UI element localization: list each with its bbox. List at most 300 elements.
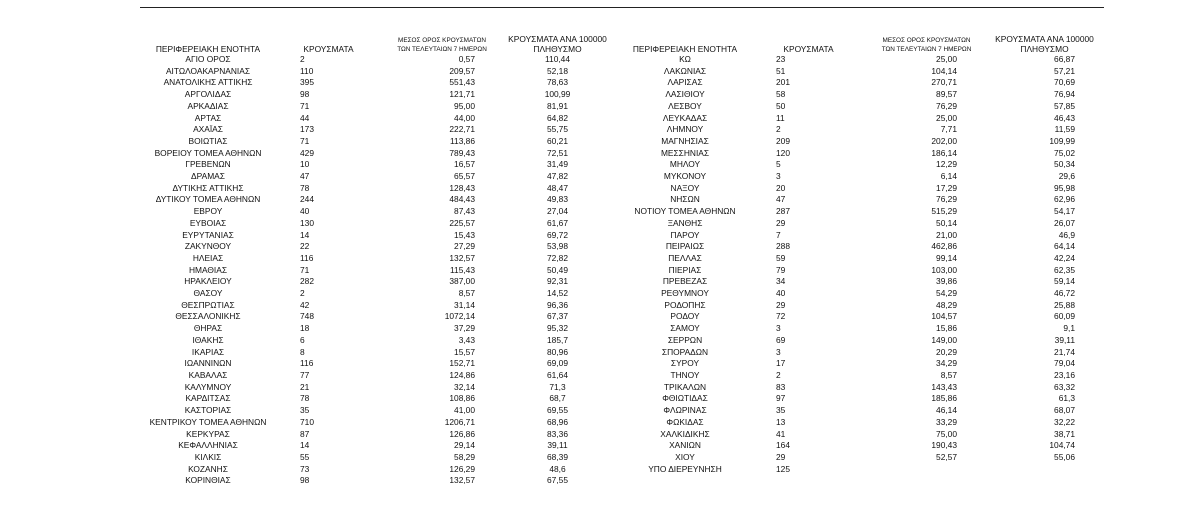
region-name: ΠΙΕΡΙΑΣ [668,264,702,275]
cases-count: 71 [300,135,310,146]
per-100000: 60,21 [547,135,568,146]
cases-count: 748 [300,311,314,322]
region-name: ΠΡΕΒΕΖΑΣ [662,276,708,287]
cases-count: 10 [300,159,310,170]
avg-7-days: 15,86 [936,323,957,334]
header-avg-line2: ΤΩΝ ΤΕΛΕΥΤΑΙΩΝ 7 ΗΜΕΡΩΝ [397,46,487,53]
region-name: ΜΥΚΟΝΟΥ [663,171,707,182]
cases-count: 2 [300,288,305,299]
avg-7-days: 121,71 [449,89,475,100]
per-100000: 46,43 [1054,112,1075,123]
per-100000: 62,96 [1054,194,1075,205]
region-name: ΚΟΡΙΝΘΙΑΣ [185,475,231,486]
per-100000: 95,32 [547,323,568,334]
per-100000: 38,71 [1054,428,1075,439]
avg-7-days: 31,14 [454,299,475,310]
header-region: ΠΕΡΙΦΕΡΕΙΑΚΗ ΕΝΟΤΗΤΑ [632,44,738,54]
cases-count: 83 [776,381,786,392]
table-row [140,358,612,370]
cases-count: 78 [300,182,310,193]
table-row [140,429,612,441]
avg-7-days: 89,57 [936,89,957,100]
table-row [618,206,1101,218]
table-row [140,335,612,347]
region-name: ΖΑΚΥΝΘΟΥ [184,241,232,252]
per-100000: 100,99 [544,89,571,100]
region-name: ΓΡΕΒΕΝΩΝ [185,159,231,170]
avg-7-days: 551,43 [449,77,475,88]
cases-count: 29 [776,451,786,462]
table-row [140,382,612,394]
table-row [618,253,1101,265]
avg-7-days: 143,43 [931,381,957,392]
table-row [618,358,1101,370]
cases-count: 34 [776,276,786,287]
region-name: ΔΥΤΙΚΟΥ ΤΟΜΕΑ ΑΘΗΝΩΝ [155,194,261,205]
avg-7-days: 99,14 [936,252,957,263]
avg-7-days: 15,57 [454,346,475,357]
per-100000: 64,14 [1054,241,1075,252]
per-100000: 29,6 [1058,171,1075,182]
table-row [140,241,612,253]
header-avg-7-days [865,28,988,54]
region-name: ΑΡΤΑΣ [194,112,222,123]
per-100000: 60,09 [1054,311,1075,322]
region-name: ΑΡΓΟΛΙΔΑΣ [184,89,232,100]
avg-7-days: 33,29 [936,416,957,427]
avg-7-days: 7,71 [940,124,957,135]
table-row [618,159,1101,171]
region-name: ΙΘΑΚΗΣ [192,334,224,345]
cases-count: 21 [300,381,310,392]
table-row [618,101,1101,113]
per-100000: 59,14 [1054,276,1075,287]
header-avg-7-days [381,28,503,54]
per-100000: 72,51 [547,147,568,158]
avg-7-days: 32,14 [454,381,475,392]
per-100000: 95,98 [1054,182,1075,193]
per-100000: 57,85 [1054,100,1075,111]
cases-count: 40 [300,206,310,217]
avg-7-days: 58,29 [454,451,475,462]
region-name: ΜΑΓΝΗΣΙΑΣ [661,135,709,146]
cases-count: 22 [300,241,310,252]
per-100000: 26,07 [1054,217,1075,228]
cases-count: 72 [776,311,786,322]
avg-7-days: 149,00 [931,334,957,345]
avg-7-days: 104,14 [931,65,957,76]
cases-count: 71 [300,100,310,111]
avg-7-days: 387,00 [449,276,475,287]
table-row [618,429,1101,441]
table-row [618,124,1101,136]
region-name: ΗΡΑΚΛΕΙΟΥ [184,276,232,287]
per-100000: 71,3 [549,381,566,392]
table-row [140,440,612,452]
avg-7-days: 126,86 [449,428,475,439]
table-row [618,300,1101,312]
cases-count: 35 [776,405,786,416]
per-100000: 21,74 [1054,346,1075,357]
per-100000: 61,67 [547,217,568,228]
table-row [140,323,612,335]
avg-7-days: 1072,14 [444,311,475,322]
per-100000: 109,99 [1049,135,1075,146]
cases-count: 3 [776,323,781,334]
region-name: ΦΘΙΩΤΙΔΑΣ [662,393,708,404]
header-cases: ΚΡΟΥΣΜΑΤΑ [303,44,354,54]
region-name: ΑΧΑΪΑΣ [193,124,223,135]
per-100000: 11,59 [1054,124,1075,135]
avg-7-days: 87,43 [454,206,475,217]
region-name: ΛΑΚΩΝΙΑΣ [663,65,707,76]
avg-7-days: 126,29 [449,463,475,474]
cases-count: 116 [300,358,314,369]
region-name: ΧΑΛΚΙΔΙΚΗΣ [660,428,710,439]
header-avg-line1: ΜΕΣΟΣ ΟΡΟΣ ΚΡΟΥΣΜΑΤΩΝ [882,37,971,44]
cases-count: 69 [776,334,786,345]
per-100000: 63,32 [1054,381,1075,392]
per-100000: 69,72 [547,229,568,240]
region-name: ΗΛΕΙΑΣ [192,252,224,263]
avg-7-days: 75,00 [936,428,957,439]
table-row [618,405,1101,417]
per-100000: 79,04 [1054,358,1075,369]
per-100000: 50,34 [1054,159,1075,170]
per-100000: 23,16 [1054,369,1075,380]
region-name: ΘΗΡΑΣ [193,323,223,334]
table-row [618,417,1101,429]
cases-count: 79 [776,264,786,275]
avg-7-days: 270,71 [931,77,957,88]
cases-count: 6 [300,334,305,345]
left-table-header [140,28,612,54]
avg-7-days: 103,00 [931,264,957,275]
per-100000: 96,36 [547,299,568,310]
region-name: ΛΑΡΙΣΑΣ [667,77,703,88]
cases-count: 98 [300,475,310,486]
per-100000: 78,63 [547,77,568,88]
table-row [140,475,612,487]
header-region: ΠΕΡΙΦΕΡΕΙΑΚΗ ΕΝΟΤΗΤΑ [155,44,261,54]
avg-7-days: 124,86 [449,369,475,380]
per-100000: 52,18 [547,65,568,76]
table-row [140,370,612,382]
avg-7-days: 8,57 [940,369,957,380]
cases-count: 7 [776,229,781,240]
right-table-header [618,28,1101,54]
avg-7-days: 76,29 [936,194,957,205]
header-cases: ΚΡΟΥΣΜΑΤΑ [783,44,834,54]
cases-count: 55 [300,451,310,462]
cases-count: 287 [776,206,790,217]
table-row [618,464,1101,476]
per-100000: 9,1 [1063,323,1075,334]
per-100000: 46,72 [1054,288,1075,299]
avg-7-days: 128,43 [449,182,475,193]
table-row [140,253,612,265]
cases-count: 87 [300,428,310,439]
table-row [140,124,612,136]
table-row [618,171,1101,183]
cases-count: 97 [776,393,786,404]
cases-count: 2 [776,124,781,135]
region-name: ΑΡΚΑΔΙΑΣ [187,100,229,111]
table-row [140,417,612,429]
table-row [140,194,612,206]
table-row [618,148,1101,160]
per-100000: 61,64 [547,369,568,380]
header-per-100000 [988,28,1101,54]
per-100000: 48,6 [549,463,566,474]
region-name: ΕΥΡΥΤΑΝΙΑΣ [182,229,234,240]
region-name: ΚΑΣΤΟΡΙΑΣ [184,405,232,416]
avg-7-days: 152,71 [449,358,475,369]
per-100000: 42,24 [1054,252,1075,263]
per-100000: 47,82 [547,171,568,182]
cases-count: 50 [776,100,786,111]
region-name: ΗΜΑΘΙΑΣ [188,264,228,275]
per-100000: 55,75 [547,124,568,135]
cases-count: 120 [776,147,790,158]
table-row [140,347,612,359]
region-name: ΙΚΑΡΙΑΣ [191,346,225,357]
cases-count: 14 [300,440,310,451]
avg-7-days: 222,71 [449,124,475,135]
per-100000: 72,82 [547,252,568,263]
table-row [618,347,1101,359]
avg-7-days: 44,00 [454,112,475,123]
avg-7-days: 108,86 [449,393,475,404]
per-100000: 110,44 [545,54,570,64]
per-100000: 46,9 [1058,229,1075,240]
avg-7-days: 484,43 [449,194,475,205]
per-100000: 69,09 [547,358,568,369]
cases-count: 5 [776,159,781,170]
region-name: ΠΕΙΡΑΙΩΣ [665,241,705,252]
region-name: ΑΓΙΟ ΟΡΟΣ [185,54,231,64]
cases-count: 47 [300,171,310,182]
region-name: ΣΑΜΟΥ [670,323,700,334]
avg-7-days: 113,86 [450,135,475,146]
region-name: ΚΟΖΑΝΗΣ [188,463,228,474]
avg-7-days: 515,29 [931,206,957,217]
region-name: ΚΑΒΑΛΑΣ [188,369,228,380]
per-100000: 80,96 [547,346,568,357]
table-row [618,452,1101,464]
cases-count: 116 [300,252,314,263]
region-name: ΘΕΣΠΡΩΤΙΑΣ [181,299,235,310]
table-row [140,452,612,464]
cases-count: 77 [300,369,310,380]
region-name: ΥΠΟ ΔΙΕΡΕΥΝΗΣΗ [648,463,722,474]
table-row [140,113,612,125]
per-100000: 67,55 [547,475,568,486]
cases-count: 71 [300,264,310,275]
table-row [140,171,612,183]
per-100000: 55,06 [1054,451,1075,462]
table-row [618,323,1101,335]
avg-7-days: 25,00 [936,112,957,123]
avg-7-days: 186,14 [931,147,957,158]
cases-count: 58 [776,89,786,100]
cases-count: 209 [776,135,790,146]
cases-count: 18 [300,323,310,334]
region-name: ΙΩΑΝΝΙΝΩΝ [184,358,232,369]
cases-count: 13 [776,416,786,427]
avg-7-days [865,464,988,476]
region-name: ΣΕΡΡΩΝ [667,334,703,345]
per-100000: 70,69 [1054,77,1075,88]
per-100000: 39,11 [547,440,568,451]
region-name: ΤΗΝΟΥ [670,369,700,380]
cases-count: 244 [300,194,314,205]
avg-7-days: 209,57 [449,65,475,76]
cases-count: 3 [776,346,781,357]
avg-7-days: 34,29 [936,358,957,369]
avg-7-days: 48,29 [936,299,957,310]
region-name: ΔΡΑΜΑΣ [191,171,225,182]
table-row [618,393,1101,405]
table-row [140,148,612,160]
table-row [618,183,1101,195]
avg-7-days: 76,29 [936,100,957,111]
region-name: ΚΙΛΚΙΣ [194,451,222,462]
region-name: ΛΕΣΒΟΥ [668,100,702,111]
avg-7-days: 3,43 [458,334,475,345]
table-row [140,218,612,230]
cases-count: 20 [776,182,786,193]
region-name: ΚΕΦΑΛΛΗΝΙΑΣ [178,440,238,451]
table-row [140,300,612,312]
table-row [618,265,1101,277]
left-cases-table [140,28,612,487]
cases-count: 29 [776,217,786,228]
table-row [140,54,612,66]
cases-count: 125 [776,463,790,474]
region-name: ΑΙΤΩΛΟΑΚΑΡΝΑΝΙΑΣ [165,65,251,76]
table-row [140,101,612,113]
table-row [140,288,612,300]
avg-7-days: 0,57 [458,54,475,64]
per-100000: 68,96 [547,416,568,427]
table-row [140,183,612,195]
region-name: ΡΟΔΟΥ [670,311,700,322]
per-100000: 81,91 [547,100,568,111]
avg-7-days: 104,57 [931,311,957,322]
table-row [618,370,1101,382]
avg-7-days: 50,14 [936,217,957,228]
region-name: ΝΑΞΟΥ [670,182,700,193]
cases-count: 429 [300,147,314,158]
table-row [140,464,612,476]
avg-7-days: 20,29 [936,346,957,357]
cases-count: 395 [300,77,314,88]
table-row [618,241,1101,253]
region-name: ΜΕΣΣΗΝΙΑΣ [660,147,710,158]
region-name: ΕΥΒΟΙΑΣ [189,217,227,228]
region-name: ΚΕΡΚΥΡΑΣ [186,428,230,439]
avg-7-days: 202,00 [931,135,957,146]
table-row [140,66,612,78]
cases-count: 710 [300,416,314,427]
per-100000: 64,82 [547,112,568,123]
per-100000: 83,36 [547,428,568,439]
region-name: ΠΕΛΛΑΣ [668,252,702,263]
avg-7-days: 95,00 [454,100,475,111]
per-100000: 49,83 [547,194,568,205]
table-row [618,311,1101,323]
right-cases-table [618,28,1101,475]
table-row [618,113,1101,125]
table-row [618,288,1101,300]
avg-7-days: 37,29 [454,323,475,334]
top-rule [140,7,1104,8]
region-name: ΝΗΣΩΝ [670,194,700,205]
per-100000: 67,37 [547,311,568,322]
per-100000: 104,74 [1049,440,1075,451]
table-row [140,77,612,89]
avg-7-days: 789,43 [449,147,475,158]
avg-7-days: 65,57 [454,171,475,182]
per-100000: 14,52 [547,288,568,299]
cases-count: 2 [300,54,305,64]
per-100000: 68,39 [547,451,568,462]
avg-7-days: 190,43 [931,440,957,451]
cases-count: 288 [776,241,790,252]
cases-count: 59 [776,252,786,263]
region-name: ΞΑΝΘΗΣ [667,217,703,228]
cases-count: 47 [776,194,786,205]
region-name: ΛΕΥΚΑΔΑΣ [662,112,708,123]
cases-count: 164 [776,440,790,451]
region-name: ΧΙΟΥ [675,451,695,462]
right-table-body [618,54,1101,475]
region-name: ΘΑΣΟΥ [193,288,223,299]
region-name: ΒΟΙΩΤΙΑΣ [188,135,228,146]
cases-count: 42 [300,299,310,310]
cases-count: 51 [776,65,786,76]
table-row [618,77,1101,89]
table-row [140,405,612,417]
avg-7-days: 39,86 [936,276,957,287]
region-name: ΚΑΛΥΜΝΟΥ [184,381,232,392]
per-100000: 185,7 [547,334,568,345]
region-name: ΡΕΘΥΜΝΟΥ [661,288,709,299]
avg-7-days: 52,57 [936,451,957,462]
per-100000: 57,21 [1054,65,1075,76]
per-100000: 53,98 [547,241,568,252]
avg-7-days: 462,86 [931,241,957,252]
cases-count: 35 [300,405,310,416]
header-per-line2: ΠΛΗΘΥΣΜΟ [533,44,582,54]
avg-7-days: 25,00 [936,54,957,64]
table-row [140,206,612,218]
avg-7-days: 16,57 [454,159,475,170]
header-per-100000 [503,28,612,54]
region-name: ΦΩΚΙΔΑΣ [666,416,704,427]
avg-7-days: 12,29 [936,159,957,170]
per-100000: 75,02 [1054,147,1075,158]
table-row [140,230,612,242]
region-name: ΒΟΡΕΙΟΥ ΤΟΜΕΑ ΑΘΗΝΩΝ [154,147,262,158]
avg-7-days: 21,00 [936,229,957,240]
avg-7-days: 15,43 [454,229,475,240]
table-row [140,265,612,277]
per-100000: 68,7 [549,393,566,404]
region-name: ΑΝΑΤΟΛΙΚΗΣ ΑΤΤΙΚΗΣ [163,77,253,88]
per-100000: 32,22 [1054,416,1075,427]
